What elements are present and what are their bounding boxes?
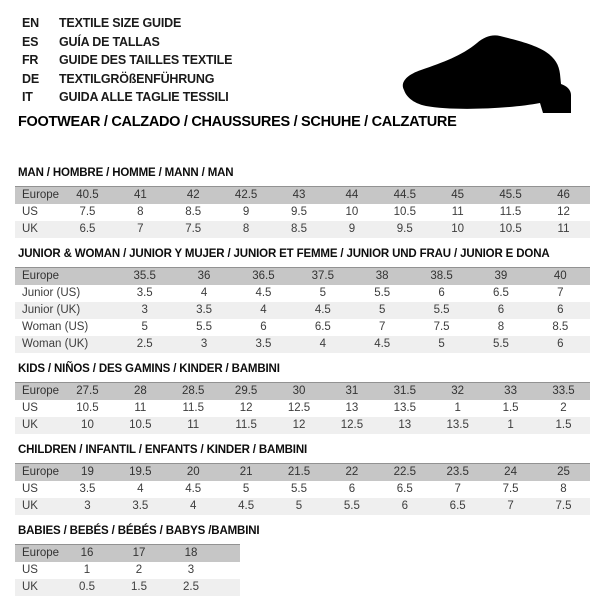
size-value: 43 bbox=[292, 188, 306, 201]
size-value: 5 bbox=[242, 482, 250, 495]
size-value: 11 bbox=[557, 222, 570, 235]
section-babies bbox=[15, 525, 590, 596]
junior-woman-size-table bbox=[15, 267, 590, 353]
size-value: 5.5 bbox=[196, 320, 213, 333]
size-value: 33.5 bbox=[552, 384, 575, 397]
size-value: 6 bbox=[557, 337, 564, 350]
size-value: 9 bbox=[242, 205, 250, 218]
size-value: 5.5 bbox=[492, 337, 509, 350]
size-value: 46 bbox=[557, 188, 570, 201]
table-title: JUNIOR & WOMAN / JUNIOR Y MUJER / JUNIOR ET FEMME / JUNIOR UND FRAU / JUNIOR E DONA bbox=[18, 247, 550, 260]
section-man bbox=[15, 167, 590, 238]
row-label: Woman (UK) bbox=[22, 337, 89, 350]
size-value: 6.5 bbox=[492, 286, 509, 299]
empty-cell bbox=[217, 544, 240, 562]
size-row bbox=[15, 302, 590, 319]
size-value: 36.5 bbox=[252, 269, 275, 282]
size-value: 19 bbox=[81, 465, 94, 478]
row-label: US bbox=[22, 205, 38, 218]
size-value: 11.5 bbox=[499, 205, 522, 218]
size-value: 4 bbox=[190, 499, 197, 512]
size-row bbox=[15, 285, 590, 302]
size-value: 19.5 bbox=[129, 465, 152, 478]
children-size-table bbox=[15, 463, 590, 515]
section-junior-woman bbox=[15, 248, 590, 353]
row-label: UK bbox=[22, 580, 38, 593]
language-title: TEXTILGRÖßENFÜHRUNG bbox=[59, 71, 215, 86]
size-value: 21 bbox=[239, 465, 253, 478]
row-label: US bbox=[22, 401, 38, 414]
size-value: 11.5 bbox=[182, 401, 204, 414]
size-value: 1.5 bbox=[502, 401, 519, 414]
empty-cell bbox=[217, 579, 240, 596]
size-value: 21.5 bbox=[287, 465, 311, 478]
size-value: 4.5 bbox=[238, 499, 255, 512]
language-title: GUÍA DE TALLAS bbox=[59, 34, 160, 49]
size-value: 5.5 bbox=[374, 286, 391, 299]
size-row bbox=[15, 319, 590, 336]
size-value: 11.5 bbox=[235, 418, 257, 431]
size-value: 9.5 bbox=[396, 222, 413, 235]
section-kids bbox=[15, 363, 590, 434]
dress-shoe-icon bbox=[396, 30, 580, 120]
empty-cell bbox=[217, 562, 240, 579]
size-value: 6 bbox=[260, 320, 267, 333]
size-value: 6 bbox=[497, 303, 505, 316]
size-value: 10 bbox=[345, 205, 359, 218]
size-value: 5 bbox=[438, 337, 445, 350]
size-row bbox=[15, 579, 240, 596]
size-value: 4 bbox=[319, 337, 327, 350]
row-label: Woman (US) bbox=[22, 320, 89, 333]
size-value: 12.5 bbox=[287, 401, 311, 414]
size-value: 3.5 bbox=[136, 286, 153, 299]
size-value: 40.5 bbox=[76, 188, 99, 201]
size-value: 6 bbox=[557, 303, 564, 316]
size-row bbox=[15, 498, 590, 515]
size-value: 5 bbox=[378, 303, 386, 316]
language-code: DE bbox=[22, 71, 39, 86]
size-value: 6.5 bbox=[449, 499, 466, 512]
size-value: 36 bbox=[197, 269, 211, 282]
size-value: 12.5 bbox=[340, 418, 364, 431]
size-value: 2.5 bbox=[183, 580, 199, 593]
size-value: 4.5 bbox=[374, 337, 391, 350]
size-value: 40 bbox=[553, 269, 567, 282]
size-value: 42 bbox=[186, 188, 200, 201]
size-value: 17 bbox=[132, 546, 146, 559]
size-value: 0.5 bbox=[79, 580, 95, 593]
dress-shoe-silhouette bbox=[403, 35, 571, 113]
row-label: Europe bbox=[22, 465, 60, 478]
size-value: 12 bbox=[239, 401, 253, 414]
size-value: 35.5 bbox=[133, 269, 156, 282]
size-row bbox=[15, 336, 590, 353]
size-value: 44.5 bbox=[393, 188, 416, 201]
section-children bbox=[15, 444, 590, 515]
size-value: 3.5 bbox=[196, 303, 213, 316]
size-value: 3 bbox=[84, 499, 91, 512]
size-value: 10.5 bbox=[129, 418, 152, 431]
size-value: 9.5 bbox=[291, 205, 307, 218]
man-size-table bbox=[15, 186, 590, 238]
table-title: BABIES / BEBÉS / BÉBÉS / BABYS /BAMBINI bbox=[18, 524, 260, 537]
size-value: 3.5 bbox=[255, 337, 272, 350]
size-value: 39 bbox=[494, 269, 508, 282]
guide-header bbox=[0, 14, 600, 130]
size-value: 2.5 bbox=[136, 337, 153, 350]
language-code: EN bbox=[22, 16, 39, 31]
size-value: 10.5 bbox=[393, 205, 416, 218]
size-value: 8.5 bbox=[185, 205, 202, 218]
size-value: 8 bbox=[242, 222, 250, 235]
size-value: 13.5 bbox=[393, 401, 416, 414]
size-value: 22.5 bbox=[393, 465, 416, 478]
size-value: 1 bbox=[83, 563, 91, 576]
language-code: ES bbox=[22, 34, 39, 49]
size-value: 7 bbox=[454, 482, 461, 495]
size-value: 29.5 bbox=[234, 384, 258, 397]
size-row bbox=[15, 463, 590, 481]
size-value: 18 bbox=[184, 546, 198, 559]
size-value: 11 bbox=[187, 418, 200, 431]
size-value: 10 bbox=[81, 418, 94, 431]
size-guide-page bbox=[0, 14, 600, 614]
size-value: 3.5 bbox=[132, 499, 149, 512]
size-value: 6 bbox=[348, 482, 356, 495]
size-value: 4.5 bbox=[255, 286, 272, 299]
size-value: 30 bbox=[292, 384, 306, 397]
size-value: 8.5 bbox=[291, 222, 307, 235]
size-value: 10.5 bbox=[76, 401, 99, 414]
size-value: 38 bbox=[375, 269, 389, 282]
size-value: 5.5 bbox=[433, 303, 450, 316]
size-value: 3 bbox=[200, 337, 208, 350]
language-code: IT bbox=[22, 90, 33, 105]
size-value: 8 bbox=[137, 205, 144, 218]
size-value: 5 bbox=[141, 320, 148, 333]
size-row bbox=[15, 417, 590, 434]
size-value: 6.5 bbox=[396, 482, 413, 495]
size-value: 4 bbox=[137, 482, 144, 495]
size-row bbox=[15, 382, 590, 400]
size-value: 31 bbox=[345, 384, 359, 397]
size-value: 45 bbox=[451, 188, 465, 201]
language-title: GUIDE DES TAILLES TEXTILE bbox=[59, 53, 233, 68]
size-value: 28 bbox=[133, 384, 147, 397]
size-value: 22 bbox=[345, 465, 359, 478]
size-value: 4 bbox=[200, 286, 208, 299]
size-value: 13.5 bbox=[446, 418, 469, 431]
size-value: 23.5 bbox=[446, 465, 469, 478]
size-row bbox=[15, 481, 590, 498]
size-value: 38.5 bbox=[430, 269, 453, 282]
row-label: UK bbox=[22, 418, 38, 431]
size-value: 25 bbox=[557, 465, 570, 478]
size-row bbox=[15, 562, 240, 579]
size-value: 10 bbox=[451, 222, 465, 235]
size-value: 10.5 bbox=[499, 222, 522, 235]
size-value: 8 bbox=[497, 320, 505, 333]
size-value: 7.5 bbox=[185, 222, 202, 235]
size-tables-area bbox=[15, 130, 590, 596]
size-value: 1 bbox=[454, 401, 461, 414]
size-value: 7.5 bbox=[555, 499, 572, 512]
language-title: TEXTILE SIZE GUIDE bbox=[59, 16, 182, 31]
size-value: 7.5 bbox=[433, 320, 450, 333]
row-label: Europe bbox=[22, 384, 60, 397]
size-value: 7 bbox=[378, 320, 386, 333]
size-value: 45.5 bbox=[499, 188, 522, 201]
size-value: 13 bbox=[398, 418, 412, 431]
size-value: 5 bbox=[319, 286, 327, 299]
kids-size-table bbox=[15, 382, 590, 434]
language-title: GUIDA ALLE TAGLIE TESSILI bbox=[59, 90, 229, 105]
size-value: 31.5 bbox=[393, 384, 416, 397]
size-value: 7.5 bbox=[502, 482, 519, 495]
size-value: 2 bbox=[135, 563, 143, 576]
size-value: 4 bbox=[260, 303, 267, 316]
size-row bbox=[15, 186, 590, 204]
row-label: Junior (US) bbox=[22, 286, 81, 299]
babies-size-table bbox=[15, 544, 240, 596]
size-value: 9 bbox=[348, 222, 356, 235]
row-label: Europe bbox=[22, 188, 60, 201]
size-value: 2 bbox=[560, 401, 567, 414]
row-label: Junior (UK) bbox=[22, 303, 81, 316]
size-value: 12 bbox=[557, 205, 570, 218]
table-title: MAN / HOMBRE / HOMME / MANN / MAN bbox=[18, 166, 234, 179]
size-value: 7 bbox=[557, 286, 564, 299]
language-code: FR bbox=[22, 53, 39, 68]
size-value: 7 bbox=[507, 499, 514, 512]
size-value: 24 bbox=[504, 465, 517, 478]
size-value: 32 bbox=[451, 384, 465, 397]
size-value: 28.5 bbox=[182, 384, 205, 397]
size-row bbox=[15, 400, 590, 417]
row-label: US bbox=[22, 482, 38, 495]
size-value: 5 bbox=[295, 499, 303, 512]
size-value: 4.5 bbox=[314, 303, 331, 316]
size-value: 5.5 bbox=[291, 482, 307, 495]
size-value: 8 bbox=[560, 482, 567, 495]
row-label: US bbox=[22, 563, 38, 576]
size-value: 3 bbox=[141, 303, 148, 316]
size-value: 8.5 bbox=[552, 320, 569, 333]
size-value: 41 bbox=[133, 188, 147, 201]
size-value: 1.5 bbox=[555, 418, 572, 431]
row-label: Europe bbox=[22, 546, 60, 559]
size-value: 6.5 bbox=[79, 222, 96, 235]
size-value: 7 bbox=[137, 222, 144, 235]
size-row bbox=[15, 221, 590, 238]
size-row bbox=[15, 544, 240, 562]
size-value: 3 bbox=[187, 563, 195, 576]
size-value: 20 bbox=[186, 465, 200, 478]
table-title: KIDS / NIÑOS / DES GAMINS / KINDER / BAMBINI bbox=[18, 362, 280, 375]
category-line: FOOTWEAR / CALZADO / CHAUSSURES / SCHUHE / CALZATURE bbox=[18, 113, 457, 130]
table-title: CHILDREN / INFANTIL / ENFANTS / KINDER / BAMBINI bbox=[18, 443, 308, 456]
size-value: 1 bbox=[507, 418, 514, 431]
size-value: 37.5 bbox=[311, 269, 334, 282]
size-row bbox=[15, 204, 590, 221]
size-value: 11 bbox=[134, 401, 147, 414]
size-value: 7.5 bbox=[79, 205, 96, 218]
size-value: 6.5 bbox=[314, 320, 331, 333]
size-row bbox=[15, 267, 590, 285]
size-value: 3.5 bbox=[79, 482, 96, 495]
size-value: 27.5 bbox=[76, 384, 99, 397]
size-value: 42.5 bbox=[234, 188, 258, 201]
size-value: 6 bbox=[401, 499, 408, 512]
size-value: 6 bbox=[438, 286, 445, 299]
size-value: 4.5 bbox=[185, 482, 202, 495]
size-value: 13 bbox=[345, 401, 359, 414]
size-value: 11 bbox=[451, 205, 464, 218]
size-value: 44 bbox=[345, 188, 359, 201]
size-value: 33 bbox=[504, 384, 517, 397]
row-label: UK bbox=[22, 222, 38, 235]
row-label: Europe bbox=[22, 269, 60, 282]
row-label: UK bbox=[22, 499, 38, 512]
size-value: 12 bbox=[292, 418, 306, 431]
size-value: 16 bbox=[80, 546, 94, 559]
size-value: 1.5 bbox=[131, 580, 147, 593]
size-value: 5.5 bbox=[343, 499, 360, 512]
